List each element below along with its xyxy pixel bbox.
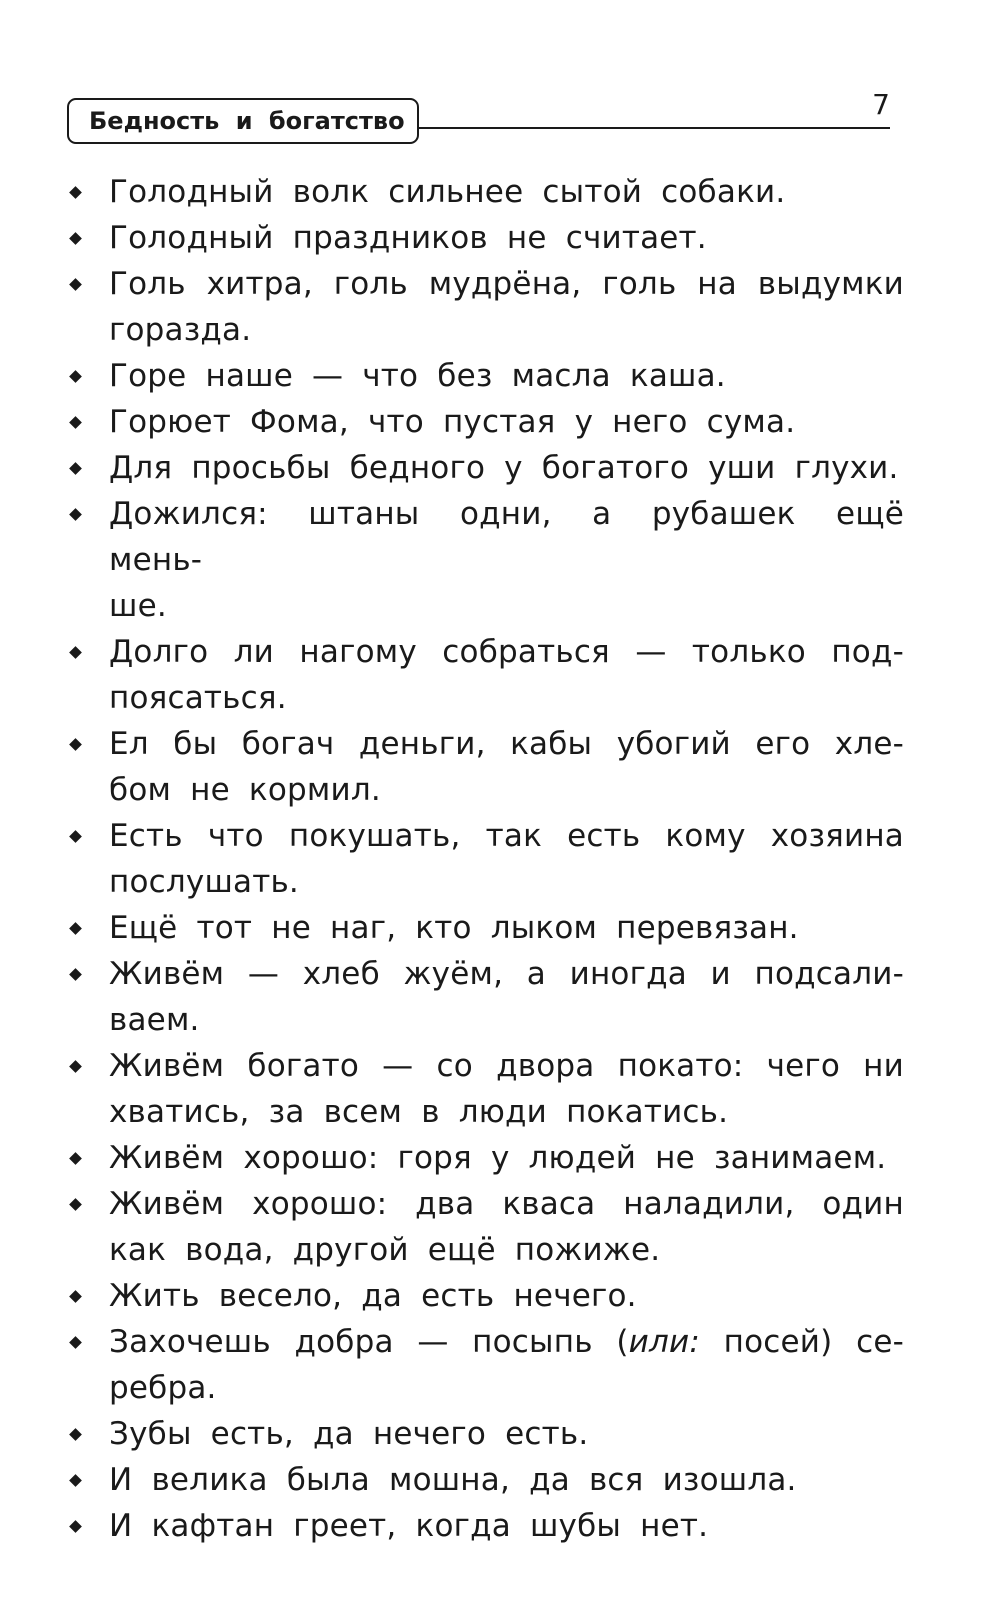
list-item — [68, 1043, 904, 1135]
list-item — [68, 215, 904, 261]
list-item — [68, 629, 904, 721]
proverb-line: Живём хорошо: два кваса наладили, один — [109, 1186, 904, 1222]
proverb-line: Горюет Фома, что пустая у него сума. — [109, 404, 796, 440]
proverb-line: Живём хорошо: горя у людей не занимаем. — [109, 1140, 887, 1176]
proverb-line: послушать. — [109, 864, 299, 900]
proverb-line: Ел бы богач деньги, кабы убогий его хле- — [109, 726, 904, 762]
proverb-line: Живём богато — со двора покато: чего ни — [109, 1048, 904, 1084]
list-item — [68, 813, 904, 905]
list-item — [68, 169, 904, 215]
proverb-line: бом не кормил. — [109, 772, 381, 808]
proverb-text: Захочешь добра — посыпь ( — [109, 1324, 629, 1360]
list-item — [68, 261, 904, 353]
proverb-line: Горе наше — что без масла каша. — [109, 358, 726, 394]
proverb-line: Голь хитра, голь мудрёна, голь на выдумки — [109, 266, 904, 302]
proverb-line — [109, 1319, 904, 1365]
list-item — [68, 1181, 904, 1273]
list-item — [68, 1457, 904, 1503]
proverb-list — [68, 169, 904, 1549]
list-item — [68, 1135, 904, 1181]
proverb-line: И велика была мошна, да вся изошла. — [109, 1462, 797, 1498]
diamond-bullet-icon — [69, 968, 82, 981]
alternative-label: или: — [628, 1324, 700, 1360]
list-item — [68, 1503, 904, 1549]
diamond-bullet-icon — [69, 416, 82, 429]
list-item — [68, 721, 904, 813]
proverb-line: И кафтан греет, когда шубы нет. — [109, 1508, 709, 1544]
diamond-bullet-icon — [69, 1198, 82, 1211]
diamond-bullet-icon — [69, 1152, 82, 1165]
header-rule — [417, 127, 890, 129]
diamond-bullet-icon — [69, 830, 82, 843]
diamond-bullet-icon — [69, 646, 82, 659]
proverb-line: как вода, другой ещё пожиже. — [109, 1232, 661, 1268]
diamond-bullet-icon — [69, 922, 82, 935]
proverb-line: Зубы есть, да нечего есть. — [109, 1416, 589, 1452]
diamond-bullet-icon — [69, 370, 82, 383]
proverb-line: Ещё тот не наг, кто лыком перевязан. — [109, 910, 799, 946]
proverb-line: горазда. — [109, 312, 252, 348]
proverb-line: Живём — хлеб жуём, а иногда и подсали- — [109, 956, 904, 992]
diamond-bullet-icon — [69, 1520, 82, 1533]
list-item — [68, 353, 904, 399]
proverb-line: поясаться. — [109, 680, 287, 716]
list-item — [68, 951, 904, 1043]
list-item — [68, 399, 904, 445]
list-item — [68, 491, 904, 629]
proverb-text: посей) се- — [699, 1324, 904, 1360]
proverb-line: Голодный волк сильнее сытой собаки. — [109, 174, 786, 210]
diamond-bullet-icon — [69, 1474, 82, 1487]
proverb-line: Есть что покушать, так есть кому хозяина — [109, 818, 904, 854]
proverb-line: Голодный праздников не считает. — [109, 220, 707, 256]
proverb-line: ребра. — [109, 1370, 217, 1406]
proverb-line: хватись, за всем в люди покатись. — [109, 1094, 729, 1130]
proverb-line: ше. — [109, 588, 167, 624]
list-item — [68, 1319, 904, 1411]
list-item — [68, 1411, 904, 1457]
diamond-bullet-icon — [69, 1060, 82, 1073]
proverb-line: ваем. — [109, 1002, 200, 1038]
list-item — [68, 445, 904, 491]
diamond-bullet-icon — [69, 278, 82, 291]
section-title: Бедность и богатство — [67, 98, 419, 144]
diamond-bullet-icon — [69, 1290, 82, 1303]
diamond-bullet-icon — [69, 232, 82, 245]
page-number: 7 — [872, 88, 890, 121]
diamond-bullet-icon — [69, 508, 82, 521]
proverb-line: Дожился: штаны одни, а рубашек ещё мень- — [109, 496, 904, 578]
list-item — [68, 905, 904, 951]
proverb-line: Жить весело, да есть нечего. — [109, 1278, 637, 1314]
list-item — [68, 1273, 904, 1319]
proverb-line: Долго ли нагому собраться — только под- — [109, 634, 904, 670]
proverb-line: Для просьбы бедного у богатого уши глухи. — [109, 450, 899, 486]
diamond-bullet-icon — [69, 738, 82, 751]
diamond-bullet-icon — [69, 462, 82, 475]
diamond-bullet-icon — [69, 1336, 82, 1349]
diamond-bullet-icon — [69, 1428, 82, 1441]
diamond-bullet-icon — [69, 186, 82, 199]
